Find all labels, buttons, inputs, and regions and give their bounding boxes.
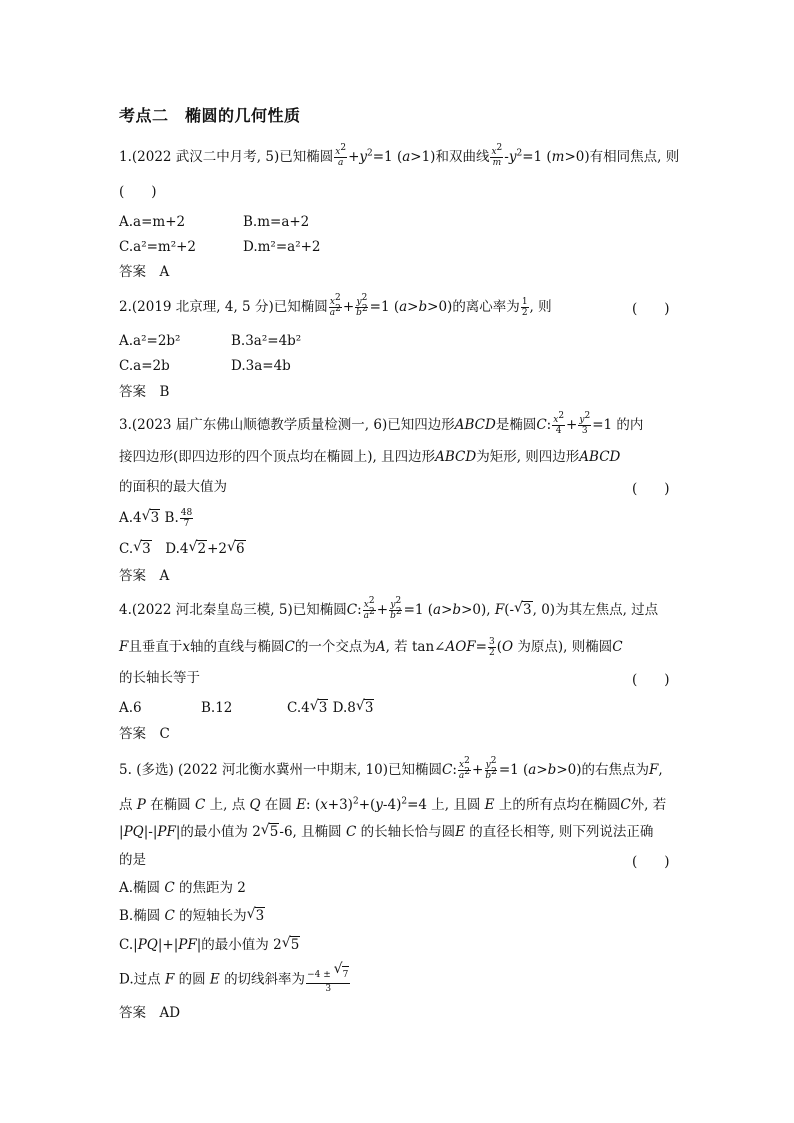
q4-option-c: C.4√ 3 <box>287 698 328 718</box>
q4-answer-value: C <box>159 726 170 742</box>
q2-option-d: D.3a=4b <box>231 358 291 374</box>
q3-answer-value: A <box>159 568 170 584</box>
q2-paren: ( ) <box>632 301 670 317</box>
q3-line2: 接四边形(即四边形的四个顶点均在椭圆上), 且四边形ABCD为矩形, 则四边形ABCD <box>119 449 621 465</box>
q1-options-row1 <box>119 212 309 232</box>
q4-options <box>119 698 374 718</box>
q4-stem: 4.(2022 河北秦皇岛三模, 5)已知椭圆C: $\frac{x^2}{a^2}$ + $\frac{y^2}{b^2}$ =1 (a>b>0), F(-√ 3, 0)为其左焦点, 过点 <box>119 600 658 621</box>
q4-source: (2022 河北秦皇岛三模, 5) <box>131 602 293 618</box>
q3-options-row2: C.√ 3 D.4√ 2+2√ 6 <box>119 539 246 559</box>
q4-answer: 答案 C <box>119 726 170 742</box>
q1-paren: ( ) <box>119 184 157 200</box>
q4-option-b: B.12 <box>201 700 233 716</box>
q5-line2: 点 P 在椭圆 C 上, 点 Q 在圆 E: $(x+3)^2+(y-4)^2=4$ 上, 且圆 E 上的所有点均在椭圆C外, 若 <box>119 796 667 813</box>
q4-line3: 的长轴长等于 <box>119 670 200 686</box>
q5-paren: ( ) <box>632 854 670 870</box>
q1-option-d: D.m²=a²+2 <box>243 239 321 255</box>
q1-frac-x2-m: $\frac{x^2}{m}$ <box>491 143 503 168</box>
q1-option-b: B.m=a+2 <box>243 214 310 230</box>
section-heading: 考点二 椭圆的几何性质 <box>119 106 301 125</box>
q5-source: (2022 河北衡水冀州一中期末, 10) <box>178 762 388 778</box>
q2-options-row1 <box>119 331 301 351</box>
q5-option-c: C.|PQ|+|PF|的最小值为 2√ 5 <box>119 935 300 955</box>
q1-answer: 答案 A <box>119 264 170 280</box>
q1-options-row2 <box>119 237 321 257</box>
q4-option-a: A.6 <box>119 700 142 716</box>
q5-option-a: A.椭圆 C 的焦距为 2 <box>119 880 246 896</box>
q1-stem: 1.(2022 武汉二中月考, 5)已知椭圆 $\frac{x^2}{a}$ $+y^2=1$ (a>1)和双曲线 $\frac{x^2}{m}$ $-y^2=1$ (m>0)有相同焦点, 则 <box>119 143 680 168</box>
q3-options-row1: A.4√ 3 B. $\frac{48}{7}$ <box>119 508 194 529</box>
q1-option-a: A.a=m+2 <box>119 214 186 230</box>
q4-line2: F且垂直于x轴的直线与椭圆C的一个交点为A, 若 tan∠AOF= $\frac{3}{2}$ (O 为原点), 则椭圆C <box>119 637 623 658</box>
q2-answer-value: B <box>159 384 170 400</box>
q1-option-c: C.a²=m²+2 <box>119 239 197 255</box>
q2-option-b: B.3a²=4b² <box>231 333 302 349</box>
q2-answer: 答案 B <box>119 384 170 400</box>
q2-options-row2 <box>119 356 291 376</box>
q1-number: 1. <box>119 149 132 165</box>
q5-option-d: D.过点 F 的圆 E 的切线斜率为 $\frac{-4 \pm √ 7}{3}$ <box>119 966 351 994</box>
q5-line4: 的是 <box>119 852 146 868</box>
q5-answer: 答案 AD <box>119 1005 181 1021</box>
q1-frac-x2-a: $\frac{x^2}{a}$ <box>335 143 347 168</box>
q5-answer-value: AD <box>159 1005 181 1021</box>
q2-source: (2019 北京理, 4, 5 分) <box>131 299 274 315</box>
q3-stem: 3.(2023 届广东佛山顺德教学质量检测一, 6)已知四边形ABCD是椭圆C: $\frac{x^2}{4}$ + $\frac{y^2}{3}$ =1 的内 <box>119 411 644 436</box>
q1-answer-value: A <box>159 264 170 280</box>
q3-source: (2023 届广东佛山顺德教学质量检测一, 6) <box>131 417 388 433</box>
q3-paren: ( ) <box>632 481 670 497</box>
q4-paren: ( ) <box>632 672 670 688</box>
q3-line3: 的面积的最大值为 <box>119 479 227 495</box>
q3-answer: 答案 A <box>119 568 170 584</box>
q1-source: (2022 武汉二中月考, 5) <box>131 149 280 165</box>
q2-option-c: C.a=2b <box>119 358 170 374</box>
q5-stem: 5. (多选) (2022 河北衡水冀州一中期末, 10)已知椭圆C: $\frac{x^2}{a^2}$ + $\frac{y^2}{b^2}$ =1 (a>b>0)的右焦点为F, <box>119 756 663 781</box>
q5-option-b: B.椭圆 C 的短轴长为√ 3 <box>119 906 265 926</box>
q2-stem: 2.(2019 北京理, 4, 5 分)已知椭圆 $\frac{x^2}{a^2}$ + $\frac{y^2}{b^2}$ =1 (a>b>0)的离心率为 $\frac{1}{2}$ , 则 <box>119 293 552 318</box>
q2-option-a: A.a²=2b² <box>119 333 181 349</box>
q5-line3: |PQ|-|PF|的最小值为 2√ 5-6, 且椭圆 C 的长轴长恰与圆E 的直径长相等, 则下列说法正确 <box>119 822 653 842</box>
q4-option-d: D.8√ 3 <box>333 698 375 718</box>
